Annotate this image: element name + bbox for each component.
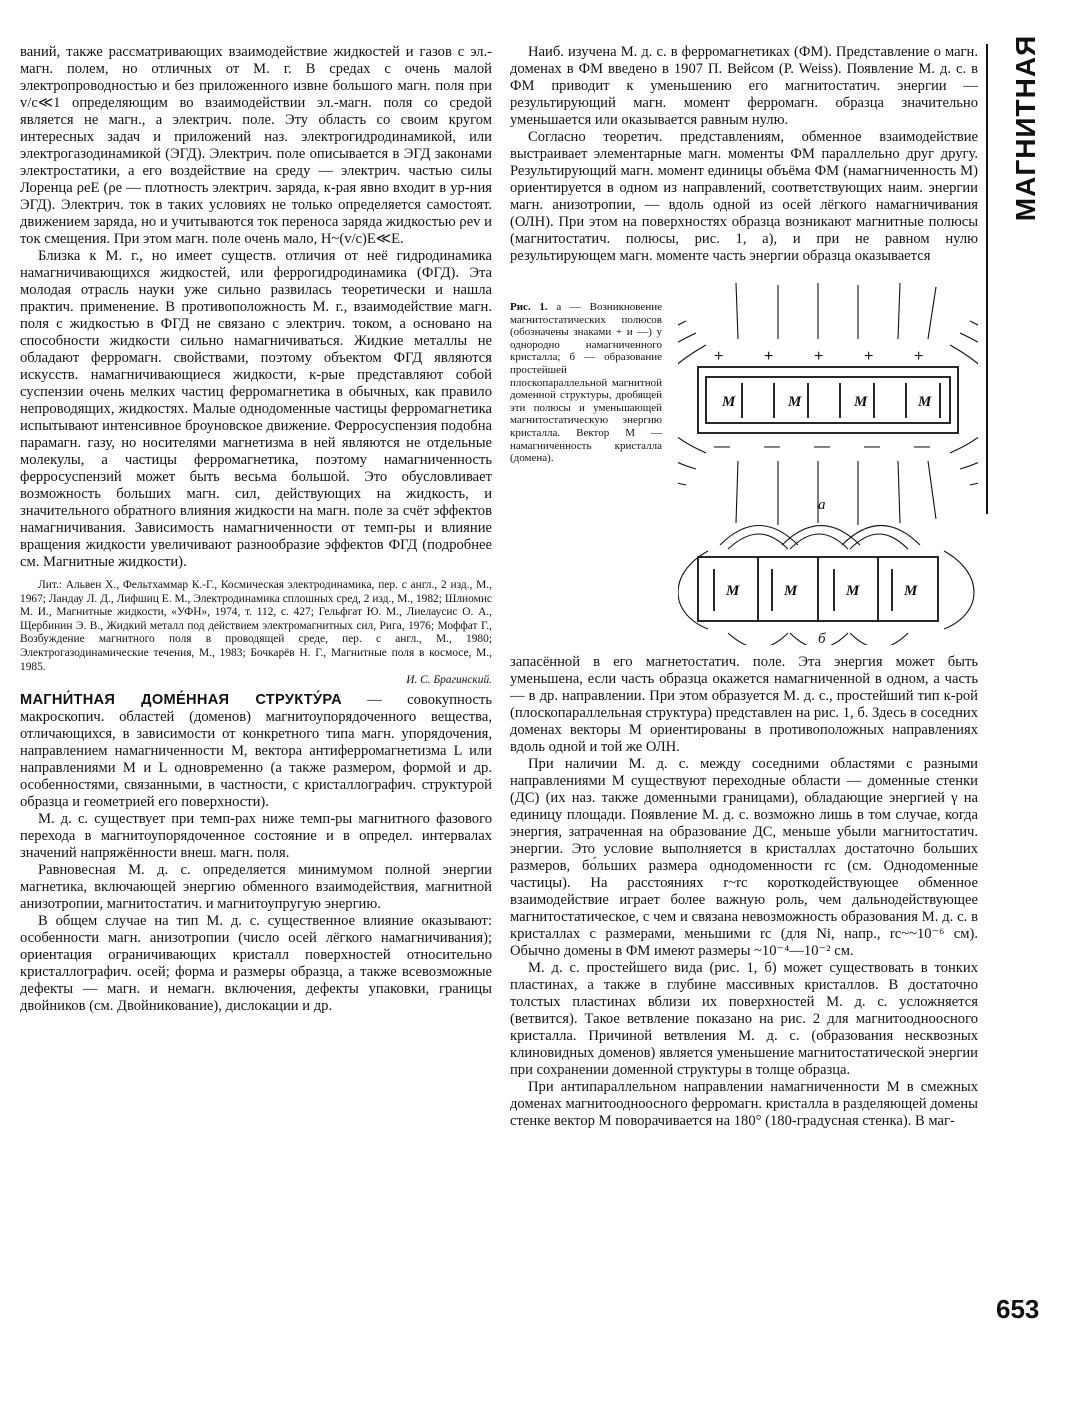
- left-column: [20, 44, 492, 1015]
- svg-text:—: —: [864, 438, 880, 455]
- caption-label: Рис. 1.: [510, 301, 548, 313]
- svg-text:+: +: [914, 348, 924, 365]
- paragraph: В общем случае на тип М. д. с. существенное влияние оказывают: особенности магн. анизотропии (число осей лёгкого намагничивания); ориентация ограничивающих кристалл поверхностей относительно кристаллографич. осей; форма и размеры образца, а также всевозможные дефекты — магн. и немагн. включения, дефекты упаковки, границы двойников (см. Двойникование), дислокации и др.: [20, 912, 492, 1014]
- magnetization-arrows-a: [742, 383, 940, 418]
- references-author: И. С. Брагинский.: [406, 674, 492, 687]
- article-definition: — совокупность макроскопич. областей (доменов) магнитоупорядоченного вещества, отличающихся, в зависимости от конкретного типа магн. упорядочения, направлением намагниченности M, вектора антиферромагнетизма L или направлениями M и L одновременно (а также размером, формой и др. особенностями, связанными, в частности, с кристаллографич. структурой образца и геометрией его поверхности).: [20, 691, 492, 810]
- magnetization-label: M: [918, 394, 932, 410]
- paragraph: Согласно теоретич. представлениям, обменное взаимодействие выстраивает элементарные магн. моменты ФМ параллельно друг другу. Результирующий магн. момент единицы объёма ФМ (намагниченность M) ориентируется в одном из направлений, соответствующих наим. энергии магн. анизотропии, — вдоль одной из осей лёгкого намагничивания (ОЛН). При этом на поверхностях образца возникают магнитные полюсы (магнитостатич. полюсы, рис. 1, а), и при не равном нулю результирующем магн. моменте часть энергии образца оказывается: [510, 129, 978, 264]
- svg-text:+: +: [714, 348, 724, 365]
- domain-labels-a: [721, 394, 932, 410]
- svg-text:+: +: [764, 348, 774, 365]
- paragraph: При антипараллельном направлении намагниченности M в смежных доменах магнитоодноосного ферромагн. кристалла в разделяющей домены стенке вектор M поворачивается на 180° (180-градусная стенка). В маг-: [510, 1079, 978, 1129]
- running-head: [1000, 34, 1052, 222]
- paragraph: Близка к М. г., но имеет существ. отличия от неё гидродинамика намагничивающихся жидкостей, или феррогидродинамика (ФГД). Эта молодая отрасль науки уже сильно развилась теоретически и нашла практич. применение. В противоположность М. г., взаимодействие магн. поля с жидкостью в ФГД не связано с электрич. током, а основано на способности жидкости сильно намагничиваться. Жидкие металлы не обладают ферромагн. свойствами, поэтому объектом ФГД являются искусств. намагничивающиеся жидкости, к-рые представляют собой суспензии очень мелких частиц ферромагнетика в обычных, как правило непроводящих, жидкостях. Малые однодоменные частицы ферромагнетика испытывают интенсивное броуновское движение. Ферросуспензия подобна парамагн. газу, но носителями магнетизма в ней являются не отдельные молекулы, а частицы ферромагнетика, поэтому намагниченность ферросуспензий может быть весьма большой. Это обусловливает возможность больших магн. сил, действующих на жидкость, и значительного обратного влияния жидкости на магн. поле за счёт эффектов намагничивания. Зависимость намагниченности от темп-ры и влияние вращения жидкости увеличивают разнообразие эффектов ФГД (подробнее см. Магнитные жидкости).: [20, 248, 492, 570]
- magnetization-label: M: [846, 583, 860, 599]
- paragraph: запасённой в его магнетостатич. поле. Эта энергия может быть уменьшена, если часть образца окажется намагниченной в одном, а часть — в др. направлении. При этом образуется М. д. с., простейший тип к-рой (плоскопараллельная структура) представлен на рис. 1, б. Здесь в соседних доменах векторы M ориентированы в противоположных направлениях вдоль одной и той же ОЛН.: [510, 654, 978, 755]
- svg-text:—: —: [814, 438, 830, 455]
- svg-text:+: +: [864, 348, 874, 365]
- magnetization-label: M: [788, 394, 802, 410]
- figure-caption: [510, 301, 662, 465]
- paragraph: ваний, также рассматривающих взаимодействие жидкостей и газов с эл.-магн. полем, но отличных от М. г. В средах с очень малой электропроводностью и без приложенного извне большого магн. поля при v/c≪1 определяющим во взаимодействии эл.-магн. поля со средой является не магн., а электрич. поле. Эту область со своим кругом интересных задач и приложений наз. электрогидродинамикой, или электрогазодинамикой (ЭГД). Электрич. поле описывается в ЭГД законами электростатики, а его воздействие на среду — электрич. частью силы Лоренца ρeE (ρe — плотность электрич. заряда, к-рая явно входит в ур-ния ЭГД). Электрич. ток в таких условиях не только определяется самостоят. движением заряда, но и учитываются ток переноса заряда жидкостью ρev и ток смещения. При этом магн. поле очень мало, H~(v/c)E≪E.: [20, 44, 492, 247]
- references: [20, 579, 492, 688]
- svg-text:—: —: [714, 438, 730, 455]
- magnetization-label: M: [904, 583, 918, 599]
- article-intro: [20, 692, 492, 811]
- references-text: Лит.: Альвен Х., Фельтхаммар К.-Г., Космическая электродинамика, пер. с англ., 2 изд., М., 1967; Ландау Л. Д., Лифшиц Е. М., Электродинамика сплошных сред, 2 изд., М., 1982; Шлиомис М. И., Магнитные жидкости, «УФН», 1974, т. 112, с. 427; Гельфгат Ю. М., Лиелаусис О. А., Щербинин Э. В., Жидкий металл под действием электромагнитных сил, Рига, 1976; Моффат Г., Возбуждение магнитного поля в проводящей среде, пер. с англ., М., 1980; Электрогазодинамические течения, М., 1983; Бочкарёв Н. Г., Магнитные поля в космосе, М., 1985.: [20, 579, 492, 673]
- paragraph: М. д. с. существует при темп-рах ниже темп-ры магнитного фазового перехода в магнитоупорядоченное состояние и в определ. интервалах значений напряжённости внеш. магн. поля.: [20, 810, 492, 861]
- svg-text:—: —: [764, 438, 780, 455]
- label-a: а: [818, 497, 826, 513]
- caption-text: а — Возникновение магнитостатических полюсов (обозначены знаками + и —) у однородно намагниченного кристалла; б — образование простейшей плоскопараллельной магнитной доменной структуры, дробящей эти полюсы и уменьшающей магнитостатическую энергию кристалла. Вектор M — намагниченность кристалла (домена).: [510, 301, 662, 465]
- poles-a: [714, 348, 930, 455]
- field-lines-b: [678, 526, 974, 646]
- figure-diagram: [678, 273, 978, 645]
- paragraph: М. д. с. простейшего вида (рис. 1, б) может существовать в тонких пластинах, а также в глубине массивных кристаллов. В достаточно толстых пластинах вблизи их поверхностей М. д. с. усложняется (ветвится). Такое ветвление показано на рис. 2 для магнитоодноосного кристалла. Причиной ветвления М. д. с. (образования несквозных клиновидных доменов) является уменьшение магнитостатической энергии при сохранении доменной структуры в толще образца.: [510, 960, 978, 1078]
- domain-labels-b: [725, 583, 918, 599]
- svg-text:—: —: [914, 438, 930, 455]
- running-head-text: МАГНИТНАЯ: [1010, 34, 1041, 222]
- magnetization-label: M: [722, 394, 736, 410]
- header-rule: [986, 44, 988, 514]
- paragraph: При наличии М. д. с. между соседними областями с разными направлениями M существуют переходные области — доменные стенки (ДС) (их наз. также доменными границами), обладающие энергией γ на единицу площади. Появление М. д. с. возможно лишь в том случае, когда энергия, затраченная на образование ДС, меньше убыли магнитостатич. энергии. Это условие выполняется в кристаллах достаточно больших размеров, бо́льших размера однодоменности rc (см. Однодоменные частицы). На расстояниях r~rc короткодействующее обменное взаимодействие играет более важную роль, чем дальнодействующее магнитостатическое, с чем и связана невозможность образования М. д. с. в кристаллах с размерами, меньшими rc (для Ni, напр., rc~~10⁻⁶ см). Обычно домены в ФМ имеют размеры ~10⁻⁴—10⁻² см.: [510, 756, 978, 959]
- right-column: [510, 44, 978, 1130]
- figure-1: [510, 273, 978, 648]
- label-b: б: [818, 631, 826, 645]
- page-number: 653: [996, 1294, 1040, 1324]
- article-heading: МАГНИ́ТНАЯ ДОМЕ́ННАЯ СТРУКТУ́РА: [20, 691, 342, 708]
- magnetization-label: M: [784, 583, 798, 599]
- magnetization-arrows-b: [714, 569, 892, 611]
- magnetization-label: M: [854, 394, 868, 410]
- paragraph: Равновесная М. д. с. определяется минимумом полной энергии магнетика, включающей энергию обменного взаимодействия, магнитной анизотропии, магнитостатич. и магнитоупругую энергию.: [20, 861, 492, 912]
- paragraph: Наиб. изучена М. д. с. в ферромагнетиках (ФМ). Представление о магн. доменах в ФМ введено в 1907 П. Вейсом (P. Weiss). Появление М. д. с. в ФМ приводит к уменьшению его магнитостатич. энергии — результирующий магн. момент ферромагн. образца значительно уменьшается или оказывается равным нулю.: [510, 44, 978, 128]
- svg-text:+: +: [814, 348, 824, 365]
- magnetization-label: M: [726, 583, 740, 599]
